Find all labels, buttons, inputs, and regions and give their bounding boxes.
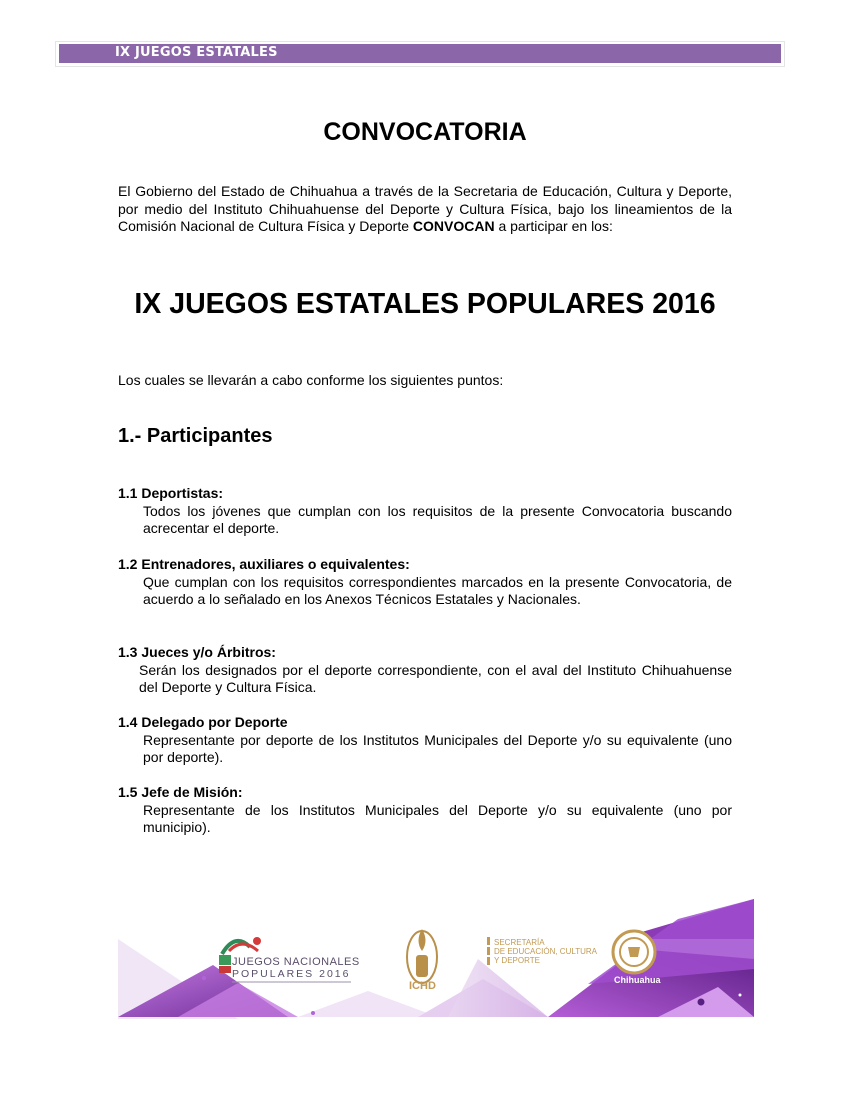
page-title: CONVOCATORIA	[323, 118, 527, 146]
item-text: Representante de los Institutos Municipales del Deporte y/o su equivalente (uno por municipio).	[143, 801, 732, 835]
item-text: Serán los designados por el deporte correspondiente, con el aval del Instituto Chihuahuense del Deporte y Cultura Física.	[139, 661, 732, 695]
footer-banner-graphic	[118, 899, 754, 1019]
lead-text: Los cuales se llevarán a cabo conforme los siguientes puntos:	[118, 372, 504, 388]
item-jefe-mision	[118, 784, 732, 837]
logo1-line1: JUEGOS NACIONALES	[232, 956, 360, 968]
header-title: IX JUEGOS ESTATALES	[115, 45, 278, 60]
item-label: 1.4 Delegado por Deporte	[118, 714, 288, 730]
item-deportistas	[118, 485, 732, 538]
logo1-line2: POPULARES 2016	[232, 968, 351, 980]
item-entrenadores	[118, 556, 732, 609]
logo3-line3: Y DEPORTE	[494, 956, 540, 965]
item-label: 1.1 Deportistas:	[118, 485, 224, 501]
item-label: 1.3 Jueces y/o Árbitros:	[118, 644, 276, 660]
item-label: 1.5 Jefe de Misión:	[118, 784, 243, 800]
section-heading: 1.- Participantes	[118, 425, 273, 447]
item-jueces	[118, 644, 732, 697]
footer-banner	[118, 899, 754, 1019]
header-bar	[59, 44, 781, 63]
secretaria-logo	[487, 937, 490, 965]
item-text: Representante por deporte de los Institutos Municipales del Deporte y/o su equivalente (uno por deporte).	[143, 731, 732, 765]
logo3-line2: DE EDUCACIÓN, CULTURA	[494, 947, 597, 956]
intro-bold: CONVOCAN	[412, 218, 495, 234]
intro-text: El Gobierno del Estado de Chihuahua a través de la Secretaria de Educación, Cultura y Deporte, por medio del Instituto Chihuahuense del Deporte y Cultura Física, bajo los lineamientos de la Comisión Nacional de Cultura Física y Deporte	[118, 183, 732, 234]
item-label: 1.2 Entrenadores, auxiliares o equivalentes:	[118, 556, 410, 572]
intro-paragraph	[118, 183, 732, 236]
chihuahua-seal-logo	[613, 931, 655, 973]
item-delegado	[118, 714, 732, 767]
logo4-text: Chihuahua	[614, 975, 661, 985]
logo3-line1: SECRETARÍA	[494, 938, 545, 947]
logo2-text: ICHD	[409, 980, 436, 992]
event-title: IX JUEGOS ESTATALES POPULARES 2016	[134, 288, 716, 320]
item-text: Que cumplan con los requisitos correspondientes marcados en la presente Convocatoria, de acuerdo a lo señalado en los Anexos Técnicos Estatales y Nacionales.	[143, 573, 732, 607]
item-text: Todos los jóvenes que cumplan con los requisitos de la presente Convocatoria buscando acrecentar el deporte.	[143, 502, 732, 536]
intro-text-end: a participar en los:	[494, 218, 613, 234]
